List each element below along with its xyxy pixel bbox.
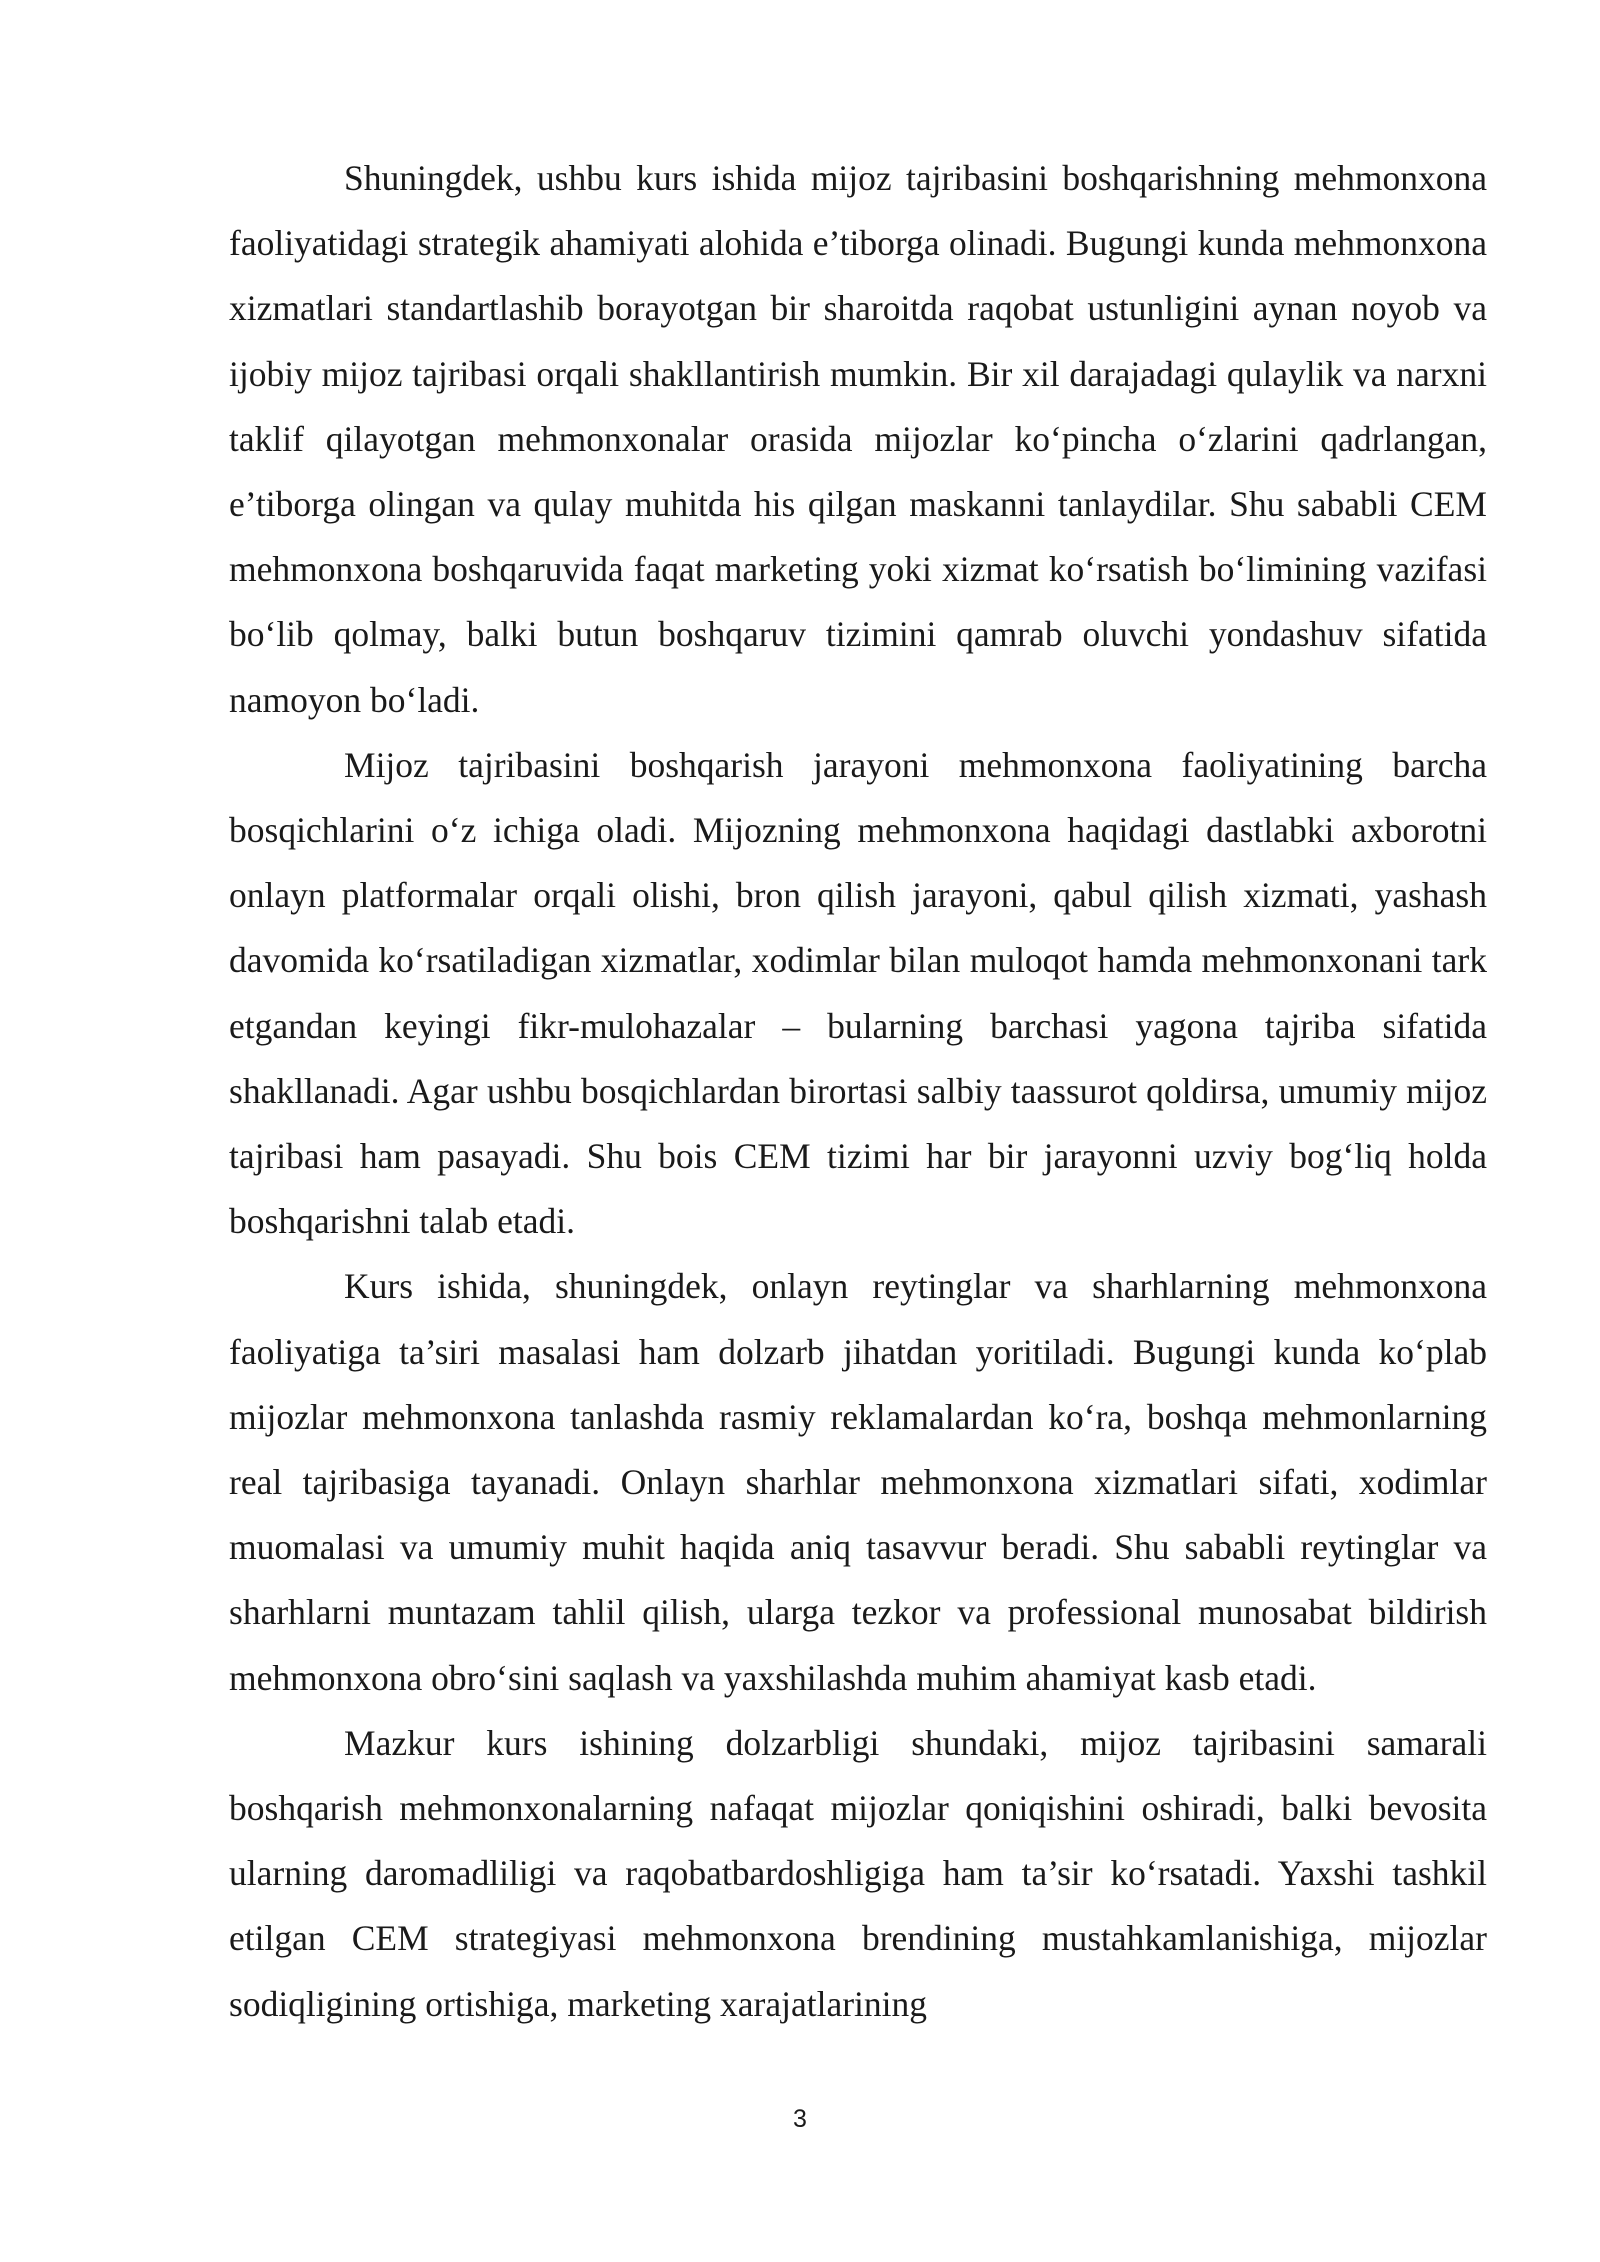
paragraph-1: Shuningdek, ushbu kurs ishida mijoz tajribasini boshqarishning mehmonxona faoliyatidagi strategik ahamiyati alohida e’tiborga olinadi. Bugungi kunda mehmonxona xizmatlari standartlashib borayotgan bir sharoitda raqobat ustunligini aynan noyob va ijobiy mijoz tajribasi orqali shakllantirish mumkin. Bir xil darajadagi qulaylik va narxni taklif qilayotgan mehmonxonalar orasida mijozlar koʻpincha oʻzlarini qadrlangan, e’tiborga olingan va qulay muhitda his qilgan maskanni tanlaydilar. Shu sababli CEM mehmonxona boshqaruvida faqat marketing yoki xizmat koʻrsatish boʻlimining vazifasi boʻlib qolmay, balki butun boshqaruv tizimini qamrab oluvchi yondashuv sifatida namoyon boʻladi. xyxy=(229,158,1487,720)
paragraph-3: Kurs ishida, shuningdek, onlayn reytinglar va sharhlarning mehmonxona faoliyatiga ta’siri masalasi ham dolzarb jihatdan yoritiladi. Bugungi kunda koʻplab mijozlar mehmonxona tanlashda rasmiy reklamalardan koʻra, boshqa mehmonlarning real tajribasiga tayanadi. Onlayn sharhlar mehmonxona xizmatlari sifati, xodimlar muomalasi va umumiy muhit haqida aniq tasavvur beradi. Shu sababli reytinglar va sharhlarni muntazam tahlil qilish, ularga tezkor va professional munosabat bildirish mehmonxona obroʻsini saqlash va yaxshilashda muhim ahamiyat kasb etadi. xyxy=(229,1266,1487,1698)
paragraph-4: Mazkur kurs ishining dolzarbligi shundaki, mijoz tajribasini samarali boshqarish mehmonxonalarning nafaqat mijozlar qoniqishini oshiradi, balki bevosita ularning daromadliligi va raqobatbardoshligiga ham ta’sir koʻrsatadi. Yaxshi tashkil etilgan CEM strategiyasi mehmonxona brendining mustahkamlanishiga, mijozlar sodiqligining ortishiga, marketing xarajatlarining xyxy=(229,1722,1487,2024)
document-body xyxy=(229,146,1487,2037)
paragraph-2: Mijoz tajribasini boshqarish jarayoni mehmonxona faoliyatining barcha bosqichlarini oʻz ichiga oladi. Mijozning mehmonxona haqidagi dastlabki axborotni onlayn platformalar orqali olishi, bron qilish jarayoni, qabul qilish xizmati, yashash davomida koʻrsatiladigan xizmatlar, xodimlar bilan muloqot hamda mehmonxonani tark etgandan keyingi fikr-mulohazalar – bularning barchasi yagona tajriba sifatida shakllanadi. Agar ushbu bosqichlardan birortasi salbiy taassurot qoldirsa, umumiy mijoz tajribasi ham pasayadi. Shu bois CEM tizimi har bir jarayonni uzviy bogʻliq holda boshqarishni talab etadi. xyxy=(229,744,1487,1242)
page-number: 3 xyxy=(793,2105,807,2133)
